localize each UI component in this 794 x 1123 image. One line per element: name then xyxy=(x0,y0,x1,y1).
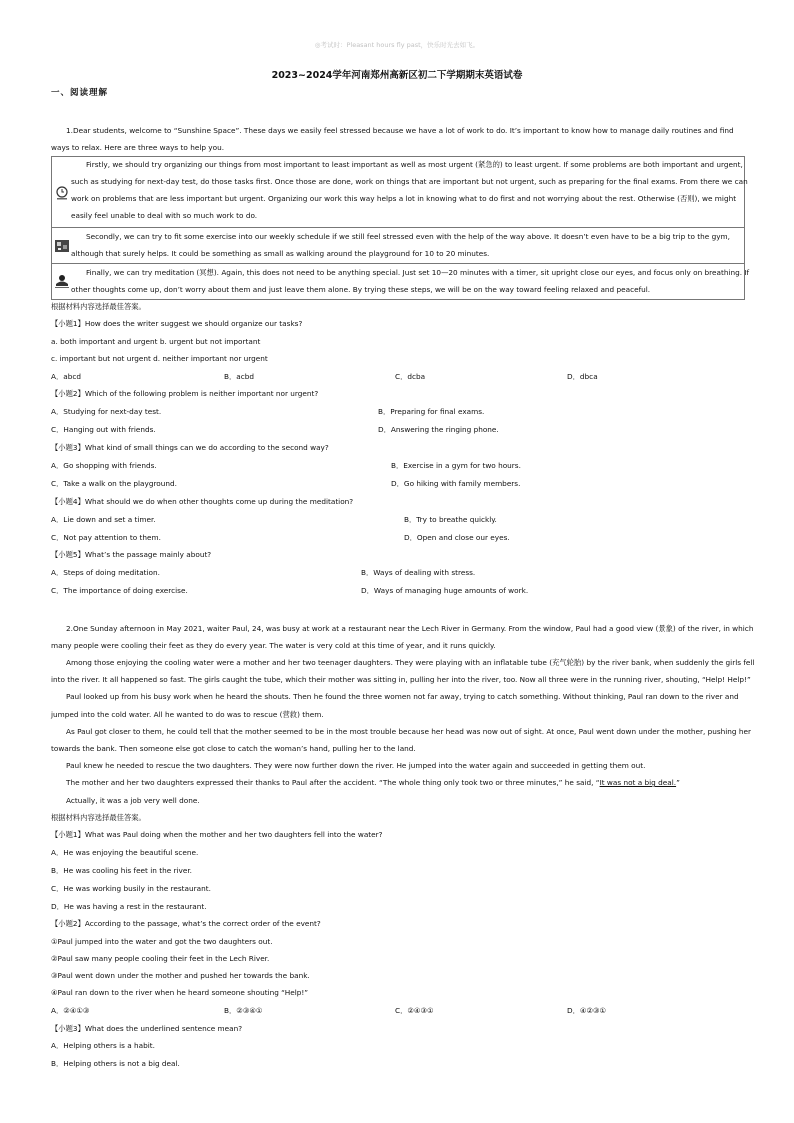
p2-line: jumped into the cold water. All he wanted to do was to rescue (营救) them. xyxy=(51,710,324,719)
question-stem: 【小题2】Which of the following problem is neither important nor urgent? xyxy=(51,389,319,398)
question-extra: a. both important and urgent b. urgent but not important xyxy=(51,337,261,346)
option-c[interactable]: C．The importance of doing exercise. xyxy=(51,586,188,595)
option-a[interactable]: A．Helping others is a habit. xyxy=(51,1041,155,1050)
page-title: 2023~2024学年河南郑州高新区初二下学期期末英语试卷 xyxy=(271,70,523,81)
option-d[interactable]: D．Open and close our eyes. xyxy=(404,533,510,542)
question-extra: c. important but not urgent d. neither important nor urgent xyxy=(51,354,268,363)
exercise-icon xyxy=(54,238,70,254)
option-b[interactable]: B．Ways of dealing with stress. xyxy=(361,568,476,577)
box3-line: Finally, we can try meditation (冥想). Again, this does not need to be anything special. Just set 10—20 minutes with a timer, sit upright close our eyes, and focus only on breathing. If xyxy=(86,268,750,277)
box2-line: although that surely helps. It could be something as small as walking around the playground for 10 to 20 minutes. xyxy=(71,249,490,258)
option-d[interactable]: D．Go hiking with family members. xyxy=(391,479,521,488)
option-d[interactable]: D．Answering the ringing phone. xyxy=(378,425,499,434)
event-item: ④Paul ran down to the river when he heard someone shouting “Help!” xyxy=(51,988,309,997)
box2-line: Secondly, we can try to fit some exercise into our weekly schedule if we still feel stressed even with the help of the way above. It doesn’t even have to be a big trip to the gym, xyxy=(86,232,730,241)
event-item: ③Paul went down under the mother and pushed her towards the bank. xyxy=(51,971,310,980)
option-c[interactable]: C．dcba xyxy=(395,372,426,381)
event-item: ①Paul jumped into the water and got the two daughters out. xyxy=(51,937,273,946)
option-b[interactable]: B．He was cooling his feet in the river. xyxy=(51,866,192,875)
table-row xyxy=(52,228,744,264)
option-c[interactable]: C．Take a walk on the playground. xyxy=(51,479,177,488)
box1-line: work on problems that are less important but urgent. Organizing our work this way helps a lot in knowing what to do first and not worrying about the rest. Otherwise (否则), we might xyxy=(71,194,737,203)
option-d[interactable]: D．④②③① xyxy=(567,1006,607,1015)
p2-line: towards the bank. Then someone else got close to catch the woman’s hand, pulling her to the land. xyxy=(51,744,416,753)
option-a[interactable]: A．Studying for next-day test. xyxy=(51,407,162,416)
p2-line: As Paul got closer to them, he could tell that the mother seemed to be in the most trouble because her head was now out of sight. At once, Paul went down under the mother, pushing her xyxy=(66,727,751,736)
p2-line: into the river. It all happened so fast. The girls caught the tube, which their mother was sitting in, pulling her into the river, too. Now all three were in the running river, shouting, “Help! Help!” xyxy=(51,675,751,684)
option-a[interactable]: A．He was enjoying the beautiful scene. xyxy=(51,848,199,857)
option-b[interactable]: B．Try to breathe quickly. xyxy=(404,515,497,524)
option-a[interactable]: A．②④①③ xyxy=(51,1006,90,1015)
p2-line: Among those enjoying the cooling water were a mother and her two teenager daughters. They were playing with an inflatable tube (充气轮胎) by the river bank, when suddenly the girls fell xyxy=(66,658,755,667)
table-row xyxy=(52,157,748,228)
p1-intro-line: ways to relax. Here are three ways to help you. xyxy=(51,143,225,152)
table-row xyxy=(52,264,750,299)
meditation-icon xyxy=(54,273,70,289)
question-stem: 【小题5】What’s the passage mainly about? xyxy=(51,550,212,559)
event-item: ②Paul saw many people cooling their feet in the Lech River. xyxy=(51,954,270,963)
option-d[interactable]: D．He was having a rest in the restaurant. xyxy=(51,902,207,911)
option-b[interactable]: B．acbd xyxy=(224,372,255,381)
p1-intro-line: 1.Dear students, welcome to “Sunshine Space”. These days we easily feel stressed because we have a lot of work to do. It’s important to know how to manage daily routines and find xyxy=(66,126,734,135)
p2-line-text: The mother and her two daughters expressed their thanks to Paul after the accident. “The whole thing only took two or three minutes,” he said, “ xyxy=(66,778,600,787)
option-a[interactable]: A．abcd xyxy=(51,372,82,381)
option-b[interactable]: B．Helping others is not a big deal. xyxy=(51,1059,180,1068)
box3-line: other thoughts come up, don’t worry about them and just leave them alone. By trying these steps, we will be on the way toward feeling relaxed and peaceful. xyxy=(71,285,651,294)
question-stem: 【小题3】What does the underlined sentence mean? xyxy=(51,1024,243,1033)
p2-line: Actually, it was a job very well done. xyxy=(66,796,200,805)
option-c[interactable]: C．Hanging out with friends. xyxy=(51,425,156,434)
option-a[interactable]: A．Lie down and set a timer. xyxy=(51,515,156,524)
p2-line: Paul knew he needed to rescue the two daughters. They were now further down the river. He jumped into the water again and succeeded in getting them out. xyxy=(66,761,646,770)
box1-line: Firstly, we should try organizing our things from most important to least important as well as most urgent (紧急的) to least urgent. If some problems are both important and urgent, xyxy=(86,160,743,169)
question-stem: 【小题4】What should we do when other thoughts come up during the meditation? xyxy=(51,497,354,506)
box1-line: easily feel unable to deal with so much work to do. xyxy=(71,211,258,220)
question-stem: 【小题2】According to the passage, what’s the correct order of the event? xyxy=(51,919,321,928)
watermark: ◎考试时：Pleasant hours fly past，快乐时光去如飞。 xyxy=(314,41,480,49)
instruction: 根据材料内容选择最佳答案。 xyxy=(51,813,146,822)
section-heading: 一、阅读理解 xyxy=(51,88,109,98)
instruction: 根据材料内容选择最佳答案。 xyxy=(51,302,146,311)
question-stem: 【小题1】What was Paul doing when the mother and her two daughters fell into the water? xyxy=(51,830,383,839)
underlined-sentence: It was not a big deal. xyxy=(599,778,677,787)
option-d[interactable]: D．Ways of managing huge amounts of work. xyxy=(361,586,529,595)
option-c[interactable]: C．He was working busily in the restaurant. xyxy=(51,884,211,893)
p2-line xyxy=(66,777,680,789)
box1-line: such as studying for next-day test, do those tasks first. Once those are done, work on things that are important but not urgent, such as preparing for the final exams. From there we can xyxy=(71,177,748,186)
p2-line: Paul looked up from his busy work when he heard the shouts. Then he found the three women not far away, trying to catch something. Without thinking, Paul ran down to the river and xyxy=(66,692,739,701)
option-a[interactable]: A．Go shopping with friends. xyxy=(51,461,157,470)
option-c[interactable]: C．②④③① xyxy=(395,1006,434,1015)
question-stem: 【小题1】How does the writer suggest we should organize our tasks? xyxy=(51,319,303,328)
option-d[interactable]: D．dbca xyxy=(567,372,598,381)
option-b[interactable]: B．②③④① xyxy=(224,1006,263,1015)
option-c[interactable]: C．Not pay attention to them. xyxy=(51,533,161,542)
clock-icon xyxy=(54,185,70,201)
p2-line: many people were cooling their feet as they do every year. The water is very cold at this time of year, and it runs quickly. xyxy=(51,641,496,650)
passage-table xyxy=(51,156,750,300)
close-quote: ” xyxy=(676,778,680,787)
option-a[interactable]: A．Steps of doing meditation. xyxy=(51,568,160,577)
option-b[interactable]: B．Preparing for final exams. xyxy=(378,407,485,416)
question-stem: 【小题3】What kind of small things can we do according to the second way? xyxy=(51,443,329,452)
option-b[interactable]: B．Exercise in a gym for two hours. xyxy=(391,461,521,470)
p2-line: 2.One Sunday afternoon in May 2021, waiter Paul, 24, was busy at work at a restaurant near the Lech River in Germany. From the window, Paul had a good view (景象) of the river, in which xyxy=(66,624,754,633)
